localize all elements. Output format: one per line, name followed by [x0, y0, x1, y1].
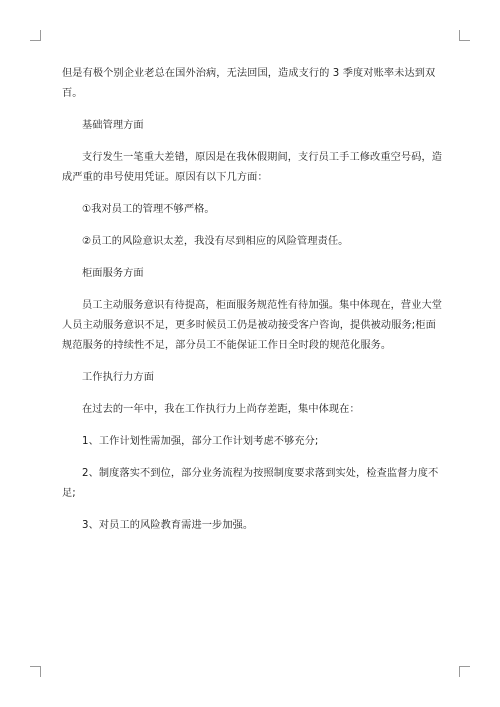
- paragraph-execution-gap: 在过去的一年中，我在工作执行力上尚存差距，集中体现在：: [82, 404, 360, 415]
- list-item-execution-2: 2、制度落实不到位，部分业务流程为按照制度要求落到实处，检查监督力度不足;: [62, 468, 439, 499]
- paragraph-major-error: 支行发生一笔重大差错，原因是在我休假期间，支行员工手工修改重空号码，造成严重的串号使用凭证。原因有以下几方面：: [62, 152, 443, 183]
- crop-mark-top-right: [459, 30, 470, 41]
- list-item-execution-1: 1、工作计划性需加强，部分工作计划考虑不够充分;: [82, 436, 319, 447]
- crop-mark-top-left: [30, 30, 41, 41]
- crop-mark-bottom-left: [30, 666, 41, 677]
- paragraph-service-awareness: 员工主动服务意识有待提高，柜面服务规范性有待加强。集中体现在，营业大堂人员主动服务意识不足，更多时候员工仍是被动接受客户咨询，提供被动服务;柜面规范服务的持续性不足，部分员工不能保证工作日全时段的规范化服务。: [62, 300, 443, 351]
- paragraph-intro: 但是有极个别企业老总在国外治病，无法回国，造成支行的 3 季度对账率未达到双百。: [62, 68, 436, 99]
- section-heading-counter-service: 柜面服务方面: [82, 268, 144, 279]
- list-item-reason-2: ②员工的风险意识太差，我没有尽到相应的风险管理责任。: [82, 236, 349, 247]
- section-heading-execution: 工作执行力方面: [82, 372, 155, 383]
- document-body: [62, 64, 444, 548]
- crop-mark-bottom-right: [459, 666, 470, 677]
- list-item-reason-1: ①我对员工的管理不够严格。: [82, 204, 215, 215]
- section-heading-basic-management: 基础管理方面: [82, 120, 144, 131]
- list-item-execution-3: 3、对员工的风险教育需进一步加强。: [82, 520, 254, 531]
